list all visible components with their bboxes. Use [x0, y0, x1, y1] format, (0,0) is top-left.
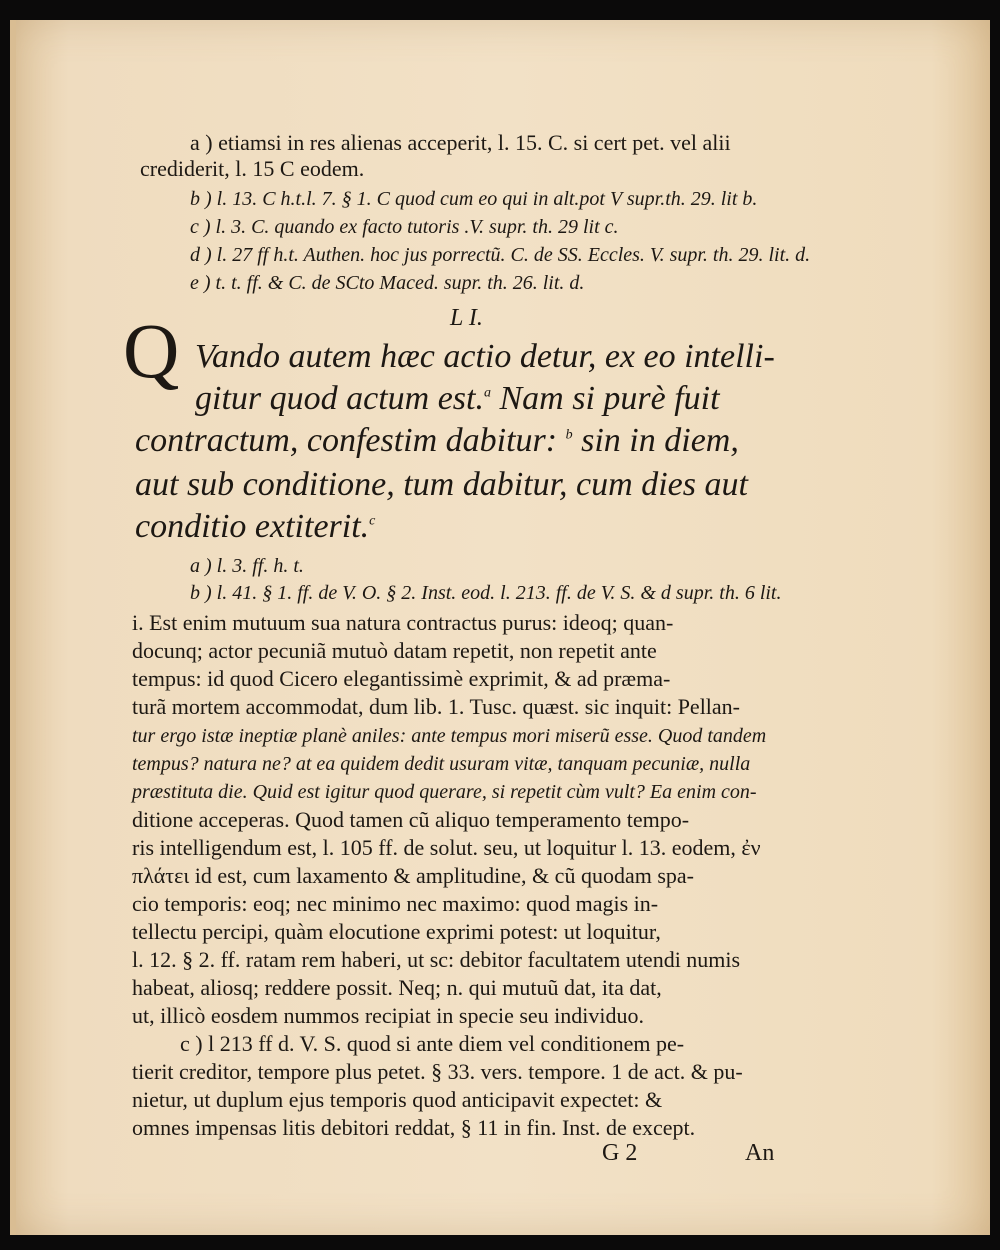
note-line: tierit creditor, tempore plus petet. § 33. vers. tempore. 1 de act. & pu- — [132, 1059, 743, 1084]
note-line: omnes impensas litis debitori reddat, § 11 in fin. Inst. de except. — [132, 1115, 696, 1140]
note-c: c ) l 213 ff d. V. S. quod si ante diem vel conditionem pe- — [180, 1031, 685, 1056]
main-line-4: aut sub conditione, tum dabitur, cum dies aut — [135, 466, 748, 503]
note-a: a ) l. 3. ff. h. t. — [190, 555, 304, 577]
footnote-a-line: a ) etiamsi in res alienas acceperit, l. 15. C. si cert pet. vel alii — [190, 130, 731, 155]
book-page — [10, 20, 990, 1235]
note-line: πλάτει id est, cum laxamento & amplitudine, & cũ quodam spa- — [132, 863, 694, 888]
catchword: An — [745, 1140, 775, 1166]
main-line-3-start: contractum, confestim dabitur: — [135, 422, 558, 459]
footnote-marker-c: c — [369, 513, 376, 529]
note-line: ut, illicò eosdem nummos recipiat in specie seu individuo. — [132, 1003, 645, 1028]
note-line: ris intelligendum est, l. 105 ff. de solut. seu, ut loquitur l. 13. eodem, ἐν — [132, 835, 761, 860]
note-line: nietur, ut duplum ejus temporis quod anticipavit expectet: & — [132, 1087, 663, 1112]
footnote-marker-b: b — [565, 427, 573, 443]
main-line-5-text: conditio extiterit. — [135, 508, 370, 545]
signature-mark: G 2 — [602, 1140, 638, 1166]
footnote-d-line: d ) l. 27 ff h.t. Authen. hoc jus porrectũ. C. de SS. Eccles. V. supr. th. 29. lit. d. — [190, 244, 811, 266]
note-line: turã mortem accommodat, dum lib. 1. Tusc. quæst. sic inquit: Pellan- — [132, 694, 741, 719]
note-line: l. 12. § 2. ff. ratam rem haberi, ut sc: debitor facultatem utendi numis — [132, 947, 741, 972]
note-line: ditione acceperas. Quod tamen cũ aliquo temperamento tempo- — [132, 807, 690, 832]
footnote-b-line: b ) l. 13. C h.t.l. 7. § 1. C quod cum eo qui in alt.pot V supr.th. 29. lit b. — [190, 188, 758, 210]
drop-cap: Q — [123, 307, 180, 394]
note-line: tempus? natura ne? at ea quidem dedit usuram vitæ, tanquam pecuniæ, nulla — [132, 753, 751, 775]
note-line: tempus: id quod Cicero elegantissimè exprimit, & ad præma- — [132, 666, 671, 691]
main-line-2 — [195, 380, 720, 418]
footnote-a-cont: crediderit, l. 15 C eodem. — [140, 156, 365, 181]
note-line: docunq; actor pecuniã mutuò datam repetit, non repetit ante — [132, 638, 657, 663]
footnote-c-line: c ) l. 3. C. quando ex facto tutoris .V. supr. th. 29 lit c. — [190, 216, 619, 238]
main-line-3 — [135, 422, 739, 460]
note-line: cio temporis: eoq; nec minimo nec maximo: quod magis in- — [132, 891, 659, 916]
note-line: tur ergo istæ ineptiæ planè aniles: ante tempus mori miserũ esse. Quod tandem — [132, 725, 767, 747]
footnote-e-line: e ) t. t. ff. & C. de SCto Maced. supr. th. 26. lit. d. — [190, 272, 585, 294]
note-line: i. Est enim mutuum sua natura contractus purus: ideoq; quan- — [132, 610, 674, 635]
main-line-2-rest: Nam si purè fuit — [499, 380, 720, 417]
note-line: habeat, aliosq; reddere possit. Neq; n. qui mutuũ dat, ita dat, — [132, 975, 662, 1000]
main-line-2-start: gitur quod actum est. — [195, 380, 484, 417]
main-line-3-rest: sin in diem, — [581, 422, 739, 459]
page-text — [10, 20, 990, 1235]
main-line-5 — [135, 508, 375, 546]
section-heading: L I. — [450, 305, 483, 331]
note-line: tellectu percipi, quàm elocutione exprimi potest: ut loquitur, — [132, 919, 661, 944]
note-b: b ) l. 41. § 1. ff. de V. O. § 2. Inst. eod. l. 213. ff. de V. S. & d supr. th. 6 lit. — [190, 582, 782, 604]
main-line-1: Vando autem hæc actio detur, ex eo intelli- — [195, 338, 775, 375]
footnote-marker-a: a — [483, 385, 491, 401]
note-line: præstituta die. Quid est igitur quod querare, si repetit cùm vult? Ea enim con- — [132, 781, 757, 803]
